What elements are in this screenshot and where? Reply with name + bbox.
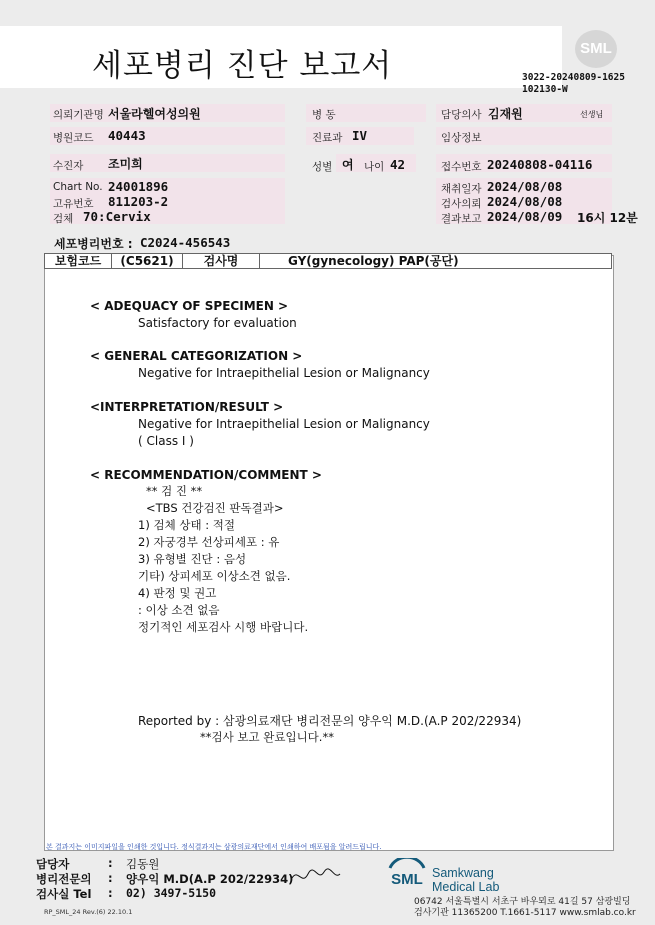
page-title: 세포병리 진단 보고서 [92, 48, 393, 84]
ins-code-value: (C5621) [112, 254, 183, 268]
interp-text: Negative for Intraepithelial Lesion or Malignancy [138, 417, 430, 431]
contact: 검사기관 11365200 T.1661-5117 www.smlab.co.kr [414, 908, 636, 918]
brand-name-line2: Medical Lab [432, 880, 500, 894]
comment-line: 정기적인 세포검사 시행 바랍니다. [138, 620, 309, 634]
receipt-value: 20240808-04116 [487, 157, 593, 172]
specimen-value: 70:Cervix [83, 209, 151, 224]
report-box [44, 255, 614, 851]
staff-value: 김동원 [126, 857, 160, 871]
tel-value: 02) 3497-5150 [126, 886, 217, 900]
comment-line: 4) 판정 및 권고 [138, 586, 217, 600]
institution-value: 서울라헬여성의원 [108, 107, 201, 121]
general-title: < GENERAL CATEGORIZATION > [90, 349, 303, 363]
complete-text: **검사 보고 완료입니다.** [200, 730, 334, 744]
sex-label: 성별 [312, 161, 333, 173]
doctor-value: 김재원 [488, 107, 523, 121]
report-code-2: 102130-W [522, 84, 568, 95]
adequacy-title: < ADEQUACY OF SPECIMEN > [90, 299, 289, 313]
report-table-header [44, 253, 612, 269]
collect-label: 채취일자 [441, 183, 482, 195]
comment-line: <TBS 건강검진 판독결과> [146, 501, 284, 515]
colon: : [108, 856, 113, 870]
comment-line: : 이상 소견 없음 [138, 603, 220, 617]
notice-text: 본 결과지는 이미지파일을 인쇄한 것입니다. 정식결과지는 삼광의료재단에서 인쇄하여 배포됨을 알려드립니다. [46, 843, 382, 851]
pathologist-label: 병리전문의 [36, 872, 92, 886]
comment-line: 1) 검체 상태 : 적절 [138, 518, 235, 532]
age-value: 42 [390, 157, 406, 172]
test-name-label: 검사명 [183, 254, 260, 268]
hospital-code-value: 40443 [108, 128, 146, 143]
brand-name-line1: Samkwang [432, 866, 494, 880]
samkwang-logo-icon [386, 858, 428, 890]
form-code: RP_SML_24 Rev.(6) 22.10.1 [44, 908, 133, 916]
reported-by: Reported by : 삼광의료재단 병리전문의 양우익 M.D.(A.P 202/22934) [138, 714, 522, 728]
receipt-label: 접수번호 [441, 161, 482, 173]
ins-code-label: 보험코드 [45, 254, 112, 268]
pathology-no-value: C2024-456543 [140, 235, 231, 250]
comment-line: 3) 유형별 진단 : 음성 [138, 552, 247, 566]
recommend-title: < RECOMMENDATION/COMMENT > [90, 468, 322, 482]
test-name-value: GY(gynecology) PAP(공단) [288, 254, 459, 268]
interp-class: ( Class I ) [138, 434, 194, 448]
clinical-label: 임상정보 [441, 132, 482, 144]
sex-value: 여 [342, 158, 354, 172]
result-value: 2024/08/09 [487, 209, 563, 224]
sml-logo-icon: SML [575, 30, 617, 68]
general-text: Negative for Intraepithelial Lesion or Malignancy [138, 366, 430, 380]
colon: : [108, 871, 113, 885]
specimen-label: 검체 [53, 213, 74, 225]
chart-label: Chart No. [53, 181, 103, 193]
collect-value: 2024/08/08 [487, 179, 563, 194]
result-time: 16시 12분 [577, 211, 638, 225]
id-value: 811203-2 [108, 194, 169, 209]
dept-value: IV [352, 128, 368, 143]
interp-title: <INTERPRETATION/RESULT > [90, 400, 284, 414]
doctor-label: 담당의사 [441, 109, 482, 121]
report-code-1: 3022-20240809-1625 [522, 72, 625, 83]
address: 06742 서울특별시 서초구 바우뫼로 41길 57 삼광빌딩 [414, 897, 631, 907]
comment-line: 기타) 상피세포 이상소견 없음. [138, 569, 291, 583]
colon: : [108, 886, 113, 900]
dept-label: 진료과 [312, 132, 343, 144]
request-value: 2024/08/08 [487, 194, 563, 209]
chart-value: 24001896 [108, 179, 169, 194]
institution-label: 의뢰기관명 [53, 109, 104, 121]
patient-label: 수진자 [53, 160, 84, 172]
comment-line: 2) 자궁경부 선상피세포 : 유 [138, 535, 280, 549]
brand-logo-text: SML [391, 871, 423, 888]
id-label: 고유번호 [53, 198, 94, 210]
age-label: 나이 [364, 161, 385, 173]
adequacy-text: Satisfactory for evaluation [138, 316, 297, 330]
staff-label: 담당자 [36, 857, 70, 871]
comment-line: ** 검 진 ** [146, 484, 203, 498]
result-label: 결과보고 [441, 213, 482, 225]
patient-value: 조미희 [108, 157, 143, 171]
signature-icon [290, 866, 342, 886]
request-label: 검사의뢰 [441, 198, 482, 210]
ward-label: 병 동 [312, 109, 336, 121]
pathology-no-label: 세포병리번호 : [54, 237, 133, 251]
pathologist-value: 양우익 M.D(A.P 202/22934) [126, 872, 294, 886]
hospital-code-label: 병원코드 [53, 132, 94, 144]
tel-label: 검사실 Tel [36, 887, 92, 901]
patient-bg [50, 154, 285, 172]
doctor-suffix: 선생님 [580, 110, 604, 119]
